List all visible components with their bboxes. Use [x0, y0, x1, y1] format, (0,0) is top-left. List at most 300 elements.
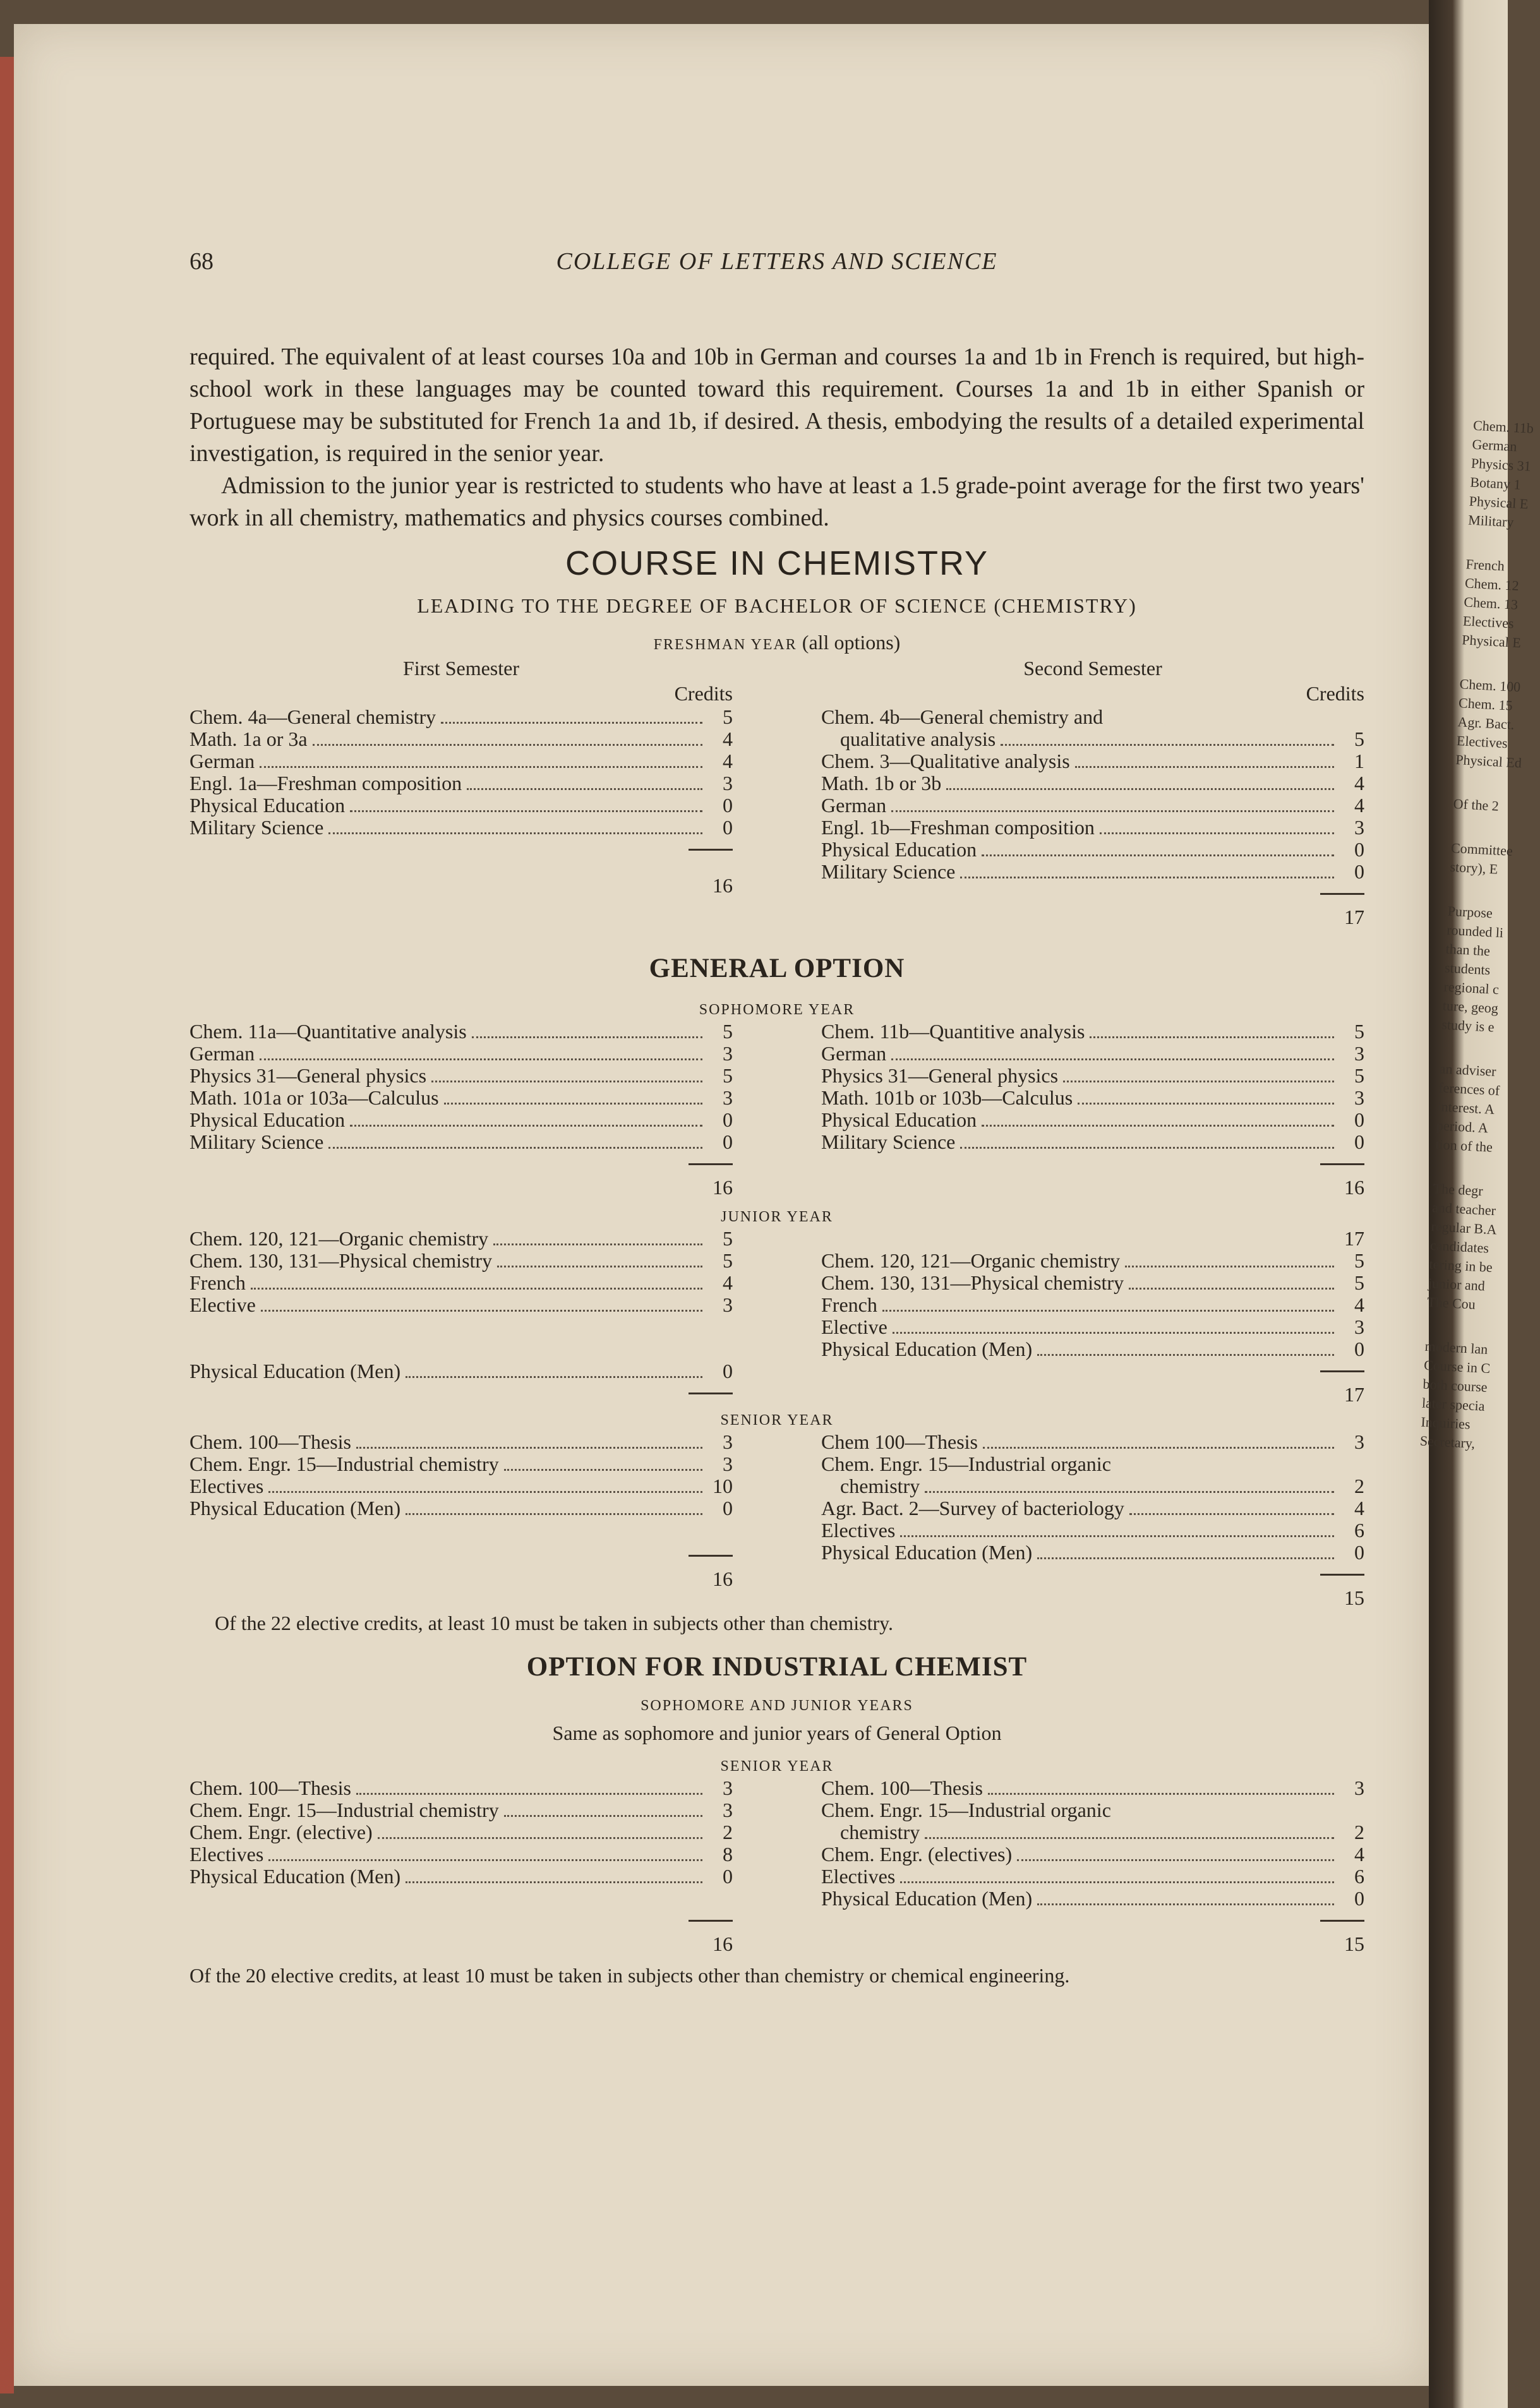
course-label: Math. 1b or 3b — [821, 772, 942, 794]
course-label: Chem. Engr. (elective) — [189, 1821, 373, 1843]
adjacent-page-fragment: rounded li — [1446, 921, 1504, 941]
course-row — [189, 1431, 733, 1453]
dot-leader — [350, 810, 702, 812]
junior-total-second: 17 — [1344, 1383, 1364, 1406]
course-row — [821, 1475, 1364, 1497]
course-label: Physical Education (Men) — [821, 1541, 1033, 1564]
course-credits: 3 — [723, 1293, 733, 1316]
dot-leader — [1129, 1513, 1334, 1515]
industrial-option-title: OPTION FOR INDUSTRIAL CHEMIST — [526, 1652, 1028, 1682]
dot-leader — [1001, 744, 1334, 746]
course-credits: 0 — [1354, 1541, 1364, 1564]
course-credits: 3 — [723, 1776, 733, 1799]
course-label: Chem. 130, 131—Physical chemistry — [189, 1249, 493, 1272]
adjacent-page-fragment: Physical E — [1461, 632, 1522, 651]
senior-heading: SENIOR YEAR — [720, 1412, 834, 1429]
course-row — [821, 1021, 1364, 1043]
junior-second-semester — [821, 1228, 1364, 1407]
course-row — [189, 1453, 733, 1475]
industrial-senior-heading: SENIOR YEAR — [720, 1758, 834, 1775]
course-credits: 2 — [1354, 1821, 1364, 1843]
adjacent-page-fragment: regular B.A — [1431, 1218, 1498, 1238]
adjacent-page-fragment: period. A — [1436, 1117, 1489, 1136]
course-credits: 4 — [1354, 1843, 1364, 1866]
sophomore-first-semester — [189, 1021, 733, 1200]
course-credits: 5 — [1354, 1020, 1364, 1043]
course-credits: 2 — [723, 1821, 733, 1843]
course-label: Physical Education (Men) — [821, 1887, 1033, 1910]
dot-leader — [1017, 1859, 1334, 1861]
freshman-total-second: 17 — [1344, 906, 1364, 928]
course-row: Chem. Engr. 15—Industrial organic — [821, 1799, 1111, 1821]
course-row — [189, 1065, 733, 1087]
course-row: Chem. 100—Thesis 3 — [821, 1776, 1364, 1799]
dot-leader — [260, 766, 702, 768]
adjacent-page-fragment: tering in be — [1428, 1255, 1493, 1276]
dot-leader — [1063, 1081, 1334, 1082]
course-label: Math. 1a or 3a — [189, 728, 308, 750]
dot-leader — [313, 744, 702, 746]
freshman-heading: FRESHMAN YEAR (all options) — [653, 631, 901, 654]
course-list — [821, 1821, 1364, 1910]
course-label: German — [821, 794, 887, 817]
course-label: Engl. 1a—Freshman composition — [189, 772, 462, 794]
dot-leader — [1100, 832, 1334, 834]
sum-rule — [821, 883, 1364, 904]
course-label: Math. 101b or 103b—Calculus — [821, 1086, 1073, 1109]
dot-leader — [497, 1266, 702, 1267]
course-credits: 5 — [1354, 1249, 1364, 1272]
course-credits: 5 — [1354, 728, 1364, 750]
junior-first-semester — [189, 1228, 733, 1404]
course-label: French — [821, 1293, 877, 1316]
sum-rule — [821, 1153, 1364, 1175]
course-row — [189, 794, 733, 817]
course-credits: 5 — [1354, 1064, 1364, 1087]
dot-leader — [441, 722, 702, 724]
course-row — [189, 1866, 733, 1888]
adjacent-page-fragment: Chem. 12 — [1464, 575, 1520, 594]
adjacent-page-fragment: students — [1444, 959, 1491, 978]
adjacent-page-fragment: study is e — [1441, 1016, 1495, 1035]
course-credits: 0 — [723, 1108, 733, 1131]
adjacent-page-fragment: The Cou — [1426, 1293, 1476, 1312]
dot-leader — [260, 1058, 702, 1060]
course-credits: 3 — [1354, 1315, 1364, 1338]
course-row — [189, 1250, 733, 1272]
senior-table — [189, 1431, 1364, 1610]
course-row — [189, 1799, 733, 1821]
sum-rule — [189, 1910, 733, 1931]
course-row — [189, 728, 733, 750]
dot-leader — [1078, 1103, 1334, 1105]
adjacent-page-fragment: later specia — [1421, 1394, 1486, 1414]
course-row — [821, 1087, 1364, 1109]
adjacent-page-fragment: ture, geog — [1442, 997, 1499, 1017]
senior-total-first: 16 — [713, 1567, 733, 1590]
course-label: Elective — [821, 1315, 887, 1338]
course-label: Chem. Engr. 15—Industrial chemistry — [189, 1799, 499, 1821]
dot-leader — [406, 1513, 702, 1515]
adjacent-page-fragment: Chem. 100 — [1459, 676, 1521, 695]
course-label: Physical Education — [189, 1108, 346, 1131]
dot-leader — [1090, 1036, 1334, 1038]
intro-text — [189, 341, 1364, 534]
dot-leader — [1037, 1903, 1334, 1905]
course-label: Elective — [189, 1293, 256, 1316]
dot-leader — [960, 1147, 1334, 1149]
course-credits: 3 — [723, 1086, 733, 1109]
course-row: Chem. 4b—General chemistry and — [821, 705, 1104, 728]
course-title: COURSE IN CHEMISTRY — [565, 544, 989, 582]
senior-second-semester — [821, 1431, 1364, 1610]
course-row — [189, 1497, 733, 1519]
course-row — [189, 1109, 733, 1131]
first-semester-label: First Semester — [403, 657, 519, 680]
course-credits: 3 — [723, 1430, 733, 1453]
adjacent-page-fragment: and teacher — [1431, 1199, 1496, 1219]
course-label: German — [189, 1042, 255, 1065]
course-row — [189, 1777, 733, 1799]
dot-leader — [504, 1815, 702, 1817]
dot-leader — [900, 1535, 1334, 1537]
course-label: Chem. Engr. (electives) — [821, 1843, 1013, 1866]
adjacent-page-fragment: Electives — [1462, 613, 1515, 632]
course-row — [189, 1043, 733, 1065]
adjacent-page-fragment: Botany 1 — [1469, 474, 1522, 493]
dot-leader — [1129, 1288, 1334, 1290]
dot-leader — [356, 1447, 702, 1449]
intro-paragraph-2: Admission to the junior year is restricted to students who have at least a 1.5 grade-point average for the first two years' work in all chemistry, mathematics and physics courses combined. — [189, 472, 1364, 531]
credits-label: Credits — [674, 682, 733, 705]
course-label: Military Science — [821, 1130, 956, 1153]
page-number: 68 — [189, 248, 214, 275]
course-label: qualitative analysis — [840, 728, 996, 750]
adjacent-page-fragment: candidates — [1429, 1237, 1489, 1256]
dot-leader — [900, 1881, 1334, 1883]
course-row — [821, 794, 1364, 817]
course-list — [189, 1228, 733, 1316]
adjacent-page-fragment: Electives — [1456, 733, 1508, 752]
course-credits: 5 — [723, 1064, 733, 1087]
adjacent-page-fragment: Course in C — [1423, 1357, 1491, 1377]
dot-leader — [925, 1491, 1334, 1493]
course-label: chemistry — [840, 1821, 920, 1843]
course-row — [821, 1338, 1364, 1360]
course-row — [189, 1021, 733, 1043]
adjacent-page-fragment: interest. A — [1437, 1098, 1495, 1117]
dot-leader — [1037, 1557, 1334, 1559]
course-label: Chem. 100—Thesis — [189, 1430, 351, 1453]
course-credits: 6 — [1354, 1865, 1364, 1888]
credits-label: Credits — [1306, 682, 1364, 705]
second-semester-label: Second Semester — [1023, 657, 1162, 680]
adjacent-page-fragment: German — [1471, 436, 1518, 455]
adjacent-page-fragment: Agr. Bact. — [1457, 714, 1515, 733]
adjacent-page-fragment: French — [1465, 556, 1505, 574]
course-credits: 0 — [1354, 1108, 1364, 1131]
course-label: Military Science — [189, 816, 324, 839]
dot-leader — [946, 788, 1334, 790]
course-label: Military Science — [189, 1130, 324, 1153]
dot-leader — [1125, 1266, 1334, 1267]
course-label: Physical Education — [821, 1108, 977, 1131]
dot-leader — [350, 1125, 702, 1127]
course-credits: 2 — [1354, 1475, 1364, 1497]
intro-paragraph-1: required. The equivalent of at least courses 10a and 10b in German and courses 1a and 1b in French is required, but high-school work in these languages may be counted toward this requirement. Courses 1a and 1b in either Spanish or Portuguese may be substituted for French 1a and 1b, if desired. A thesis, embodying the results of a detailed experimental investigation, is required in the senior year. — [189, 344, 1364, 467]
course-credits: 3 — [1354, 1042, 1364, 1065]
course-label: Physical Education — [189, 794, 346, 817]
course-label: Chem. 100—Thesis — [189, 1776, 351, 1799]
course-row — [821, 1866, 1364, 1888]
adjacent-page-fragment: modern lan — [1424, 1338, 1488, 1357]
course-row — [821, 1250, 1364, 1272]
dot-leader — [982, 854, 1334, 856]
course-label: Electives — [821, 1519, 896, 1542]
course-label: Physical Education (Men) — [189, 1497, 401, 1519]
industrial-senior-first — [189, 1777, 733, 1956]
course-label: Physical Education (Men) — [821, 1338, 1033, 1360]
adjacent-page-fragment: both course — [1423, 1375, 1488, 1395]
course-list — [821, 1250, 1364, 1360]
course-row — [821, 1131, 1364, 1153]
adjacent-page-fragment: junior and — [1428, 1274, 1486, 1294]
course-row — [189, 1843, 733, 1866]
course-credits: 0 — [723, 794, 733, 817]
course-label: German — [821, 1042, 887, 1065]
dot-leader — [1075, 766, 1334, 768]
sum-rule — [821, 1910, 1364, 1931]
senior-first-semester — [189, 1431, 733, 1591]
adjacent-page-fragment: Purpose — [1447, 902, 1493, 921]
course-credits: 6 — [1354, 1519, 1364, 1542]
page-body — [189, 341, 1364, 1988]
course-credits: 4 — [1354, 772, 1364, 794]
sophomore-second-semester — [821, 1021, 1364, 1200]
dot-leader — [893, 1332, 1334, 1334]
course-label: Chem. 120, 121—Organic chemistry — [189, 1227, 489, 1250]
general-option-title: GENERAL OPTION — [649, 954, 905, 983]
course-credits: 0 — [723, 1130, 733, 1153]
course-label: Physics 31—General physics — [821, 1064, 1059, 1087]
course-row — [821, 1272, 1364, 1294]
course-credits: 0 — [1354, 1887, 1364, 1910]
page-header — [189, 248, 1364, 279]
dot-leader — [960, 877, 1334, 878]
dot-leader — [467, 788, 702, 790]
course-row — [821, 728, 1364, 750]
course-row — [189, 750, 733, 772]
course-list — [189, 1777, 733, 1888]
course-credits: 3 — [723, 1453, 733, 1475]
course-row — [189, 1087, 733, 1109]
sophomore-running-total: 17 — [1344, 1227, 1364, 1250]
adjacent-page-fragment: Secretary, — [1419, 1432, 1476, 1452]
dot-leader — [1037, 1354, 1334, 1356]
industrial-senior-second — [821, 1777, 1364, 1956]
dot-leader — [356, 1793, 702, 1795]
adjacent-page-fragment: Chem. 13 — [1463, 594, 1519, 613]
course-row: Chem 100—Thesis 3 — [821, 1430, 1364, 1453]
course-credits: 10 — [713, 1475, 733, 1497]
course-label: Physical Education — [821, 838, 977, 861]
adjacent-page-fragment: story), E — [1449, 858, 1498, 877]
adjacent-page-fragment: Chem. 11b — [1472, 417, 1534, 436]
course-row — [821, 1821, 1364, 1843]
adjacent-page-fragment: The degr — [1433, 1180, 1484, 1199]
course-list — [821, 728, 1364, 883]
general-elective-note: Of the 22 elective credits, at least 10 must be taken in subjects other than chemistry. — [215, 1612, 894, 1634]
course-list — [821, 1021, 1364, 1153]
course-row — [821, 1316, 1364, 1338]
sum-rule — [189, 839, 733, 860]
course-label: Chem. 11b—Quantitive analysis — [821, 1020, 1085, 1043]
course-credits: 5 — [723, 705, 733, 728]
dot-leader — [328, 832, 702, 834]
adjacent-page-fragment: an adviser — [1439, 1060, 1497, 1080]
dot-leader — [882, 1310, 1334, 1312]
course-credits: 4 — [1354, 1293, 1364, 1316]
course-credits: 3 — [1354, 816, 1364, 839]
sum-rule — [821, 1564, 1364, 1585]
course-label: Chem. 3—Qualitative analysis — [821, 750, 1070, 772]
course-row: Physical Education (Men) 0 — [189, 1360, 733, 1382]
course-credits: 5 — [723, 1249, 733, 1272]
adjacent-page-fragment: Physical Ed — [1455, 752, 1522, 771]
freshman-second-semester — [821, 656, 1364, 930]
course-credits: 5 — [723, 1020, 733, 1043]
adjacent-page-fragment: Military — [1467, 512, 1515, 530]
sophomore-total-first: 16 — [713, 1176, 733, 1199]
course-row — [821, 1109, 1364, 1131]
course-label: Chem. 4a—General chemistry — [189, 705, 436, 728]
soph-junior-heading: SOPHOMORE AND JUNIOR YEARS — [641, 1698, 913, 1714]
dot-leader — [268, 1491, 702, 1493]
course-label: Electives — [821, 1865, 896, 1888]
course-row — [821, 1519, 1364, 1542]
course-row — [189, 817, 733, 839]
adjacent-page-fragment: Physics 31 — [1471, 455, 1532, 474]
sum-rule — [189, 1545, 733, 1566]
course-row — [189, 1294, 733, 1316]
course-row — [821, 772, 1364, 794]
course-label: chemistry — [840, 1475, 920, 1497]
course-credits: 0 — [723, 1865, 733, 1888]
course-label: Chem. 120, 121—Organic chemistry — [821, 1249, 1121, 1272]
course-credits: 0 — [723, 1497, 733, 1519]
dot-leader — [268, 1859, 702, 1861]
junior-table — [189, 1228, 1364, 1407]
dot-leader — [891, 810, 1334, 812]
sum-rule — [189, 1382, 733, 1404]
dot-leader — [444, 1103, 702, 1105]
adjacent-page-fragment: than the — [1445, 940, 1491, 959]
course-label: Electives — [189, 1475, 264, 1497]
course-label: Physical Education (Men) — [189, 1865, 401, 1888]
course-list — [189, 1431, 733, 1519]
course-credits: 0 — [723, 816, 733, 839]
junior-heading: JUNIOR YEAR — [721, 1209, 833, 1225]
course-row — [821, 1542, 1364, 1564]
course-subtitle: LEADING TO THE DEGREE OF BACHELOR OF SCIENCE (CHEMISTRY) — [417, 594, 1137, 617]
book-spine-edge — [0, 57, 14, 2393]
course-list — [821, 1475, 1364, 1564]
course-row — [821, 817, 1364, 839]
dot-leader — [493, 1243, 702, 1245]
sophomore-heading: SOPHOMORE YEAR — [699, 1002, 855, 1018]
dot-leader — [925, 1837, 1334, 1839]
course-credits: 3 — [723, 1042, 733, 1065]
course-row — [821, 1843, 1364, 1866]
course-row — [189, 1475, 733, 1497]
course-row — [189, 1821, 733, 1843]
course-row — [821, 1888, 1364, 1910]
course-row — [189, 772, 733, 794]
dot-leader — [261, 1310, 702, 1312]
freshman-first-semester — [189, 656, 733, 898]
adjacent-page-fragment: regional c — [1443, 978, 1500, 998]
course-label: Chem. 11a—Quantitative analysis — [189, 1020, 467, 1043]
course-label: Electives — [189, 1843, 264, 1866]
industrial-senior-table — [189, 1777, 1364, 1956]
course-credits: 4 — [723, 1271, 733, 1294]
course-credits: 3 — [723, 772, 733, 794]
course-credits: 5 — [1354, 1271, 1364, 1294]
industrial-total-first: 16 — [713, 1932, 733, 1955]
course-credits: 5 — [723, 1227, 733, 1250]
course-credits: 8 — [723, 1843, 733, 1866]
course-credits: 0 — [1354, 1338, 1364, 1360]
freshman-table — [189, 656, 1364, 930]
freshman-total-first: 16 — [713, 874, 733, 897]
dot-leader — [378, 1837, 702, 1839]
course-list — [189, 706, 733, 839]
course-row — [821, 861, 1364, 883]
course-label: Military Science — [821, 860, 956, 883]
dot-leader — [406, 1881, 702, 1883]
dot-leader — [504, 1469, 702, 1471]
sophomore-total-second: 16 — [1344, 1176, 1364, 1199]
dot-leader — [251, 1288, 702, 1290]
course-credits: 4 — [723, 750, 733, 772]
adjacent-page-fragment: Physical E — [1469, 493, 1529, 512]
dot-leader — [982, 1125, 1334, 1127]
dot-leader — [431, 1081, 702, 1082]
senior-total-second: 15 — [1344, 1586, 1364, 1609]
course-credits: 4 — [1354, 1497, 1364, 1519]
course-credits: 0 — [1354, 1130, 1364, 1153]
course-row — [821, 1043, 1364, 1065]
course-credits: 3 — [723, 1799, 733, 1821]
dot-leader — [472, 1036, 702, 1038]
course-row — [189, 706, 733, 728]
course-label: French — [189, 1271, 246, 1294]
dot-leader — [328, 1147, 702, 1149]
course-row: Chem. Engr. 15—Industrial organic — [821, 1453, 1111, 1475]
industrial-elective-note: Of the 20 elective credits, at least 10 must be taken in subjects other than chemistry or chemical engineering. — [189, 1964, 1070, 1987]
running-head: COLLEGE OF LETTERS AND SCIENCE — [556, 248, 998, 275]
sum-rule — [189, 1153, 733, 1175]
course-label: German — [189, 750, 255, 772]
course-credits: 3 — [1354, 1086, 1364, 1109]
course-label: Math. 101a or 103a—Calculus — [189, 1086, 439, 1109]
course-row — [821, 1065, 1364, 1087]
course-credits: 4 — [1354, 794, 1364, 817]
course-credits: 4 — [723, 728, 733, 750]
course-row — [821, 839, 1364, 861]
adjacent-page-fragment: ferences of — [1438, 1079, 1500, 1099]
industrial-total-second: 15 — [1344, 1932, 1364, 1955]
